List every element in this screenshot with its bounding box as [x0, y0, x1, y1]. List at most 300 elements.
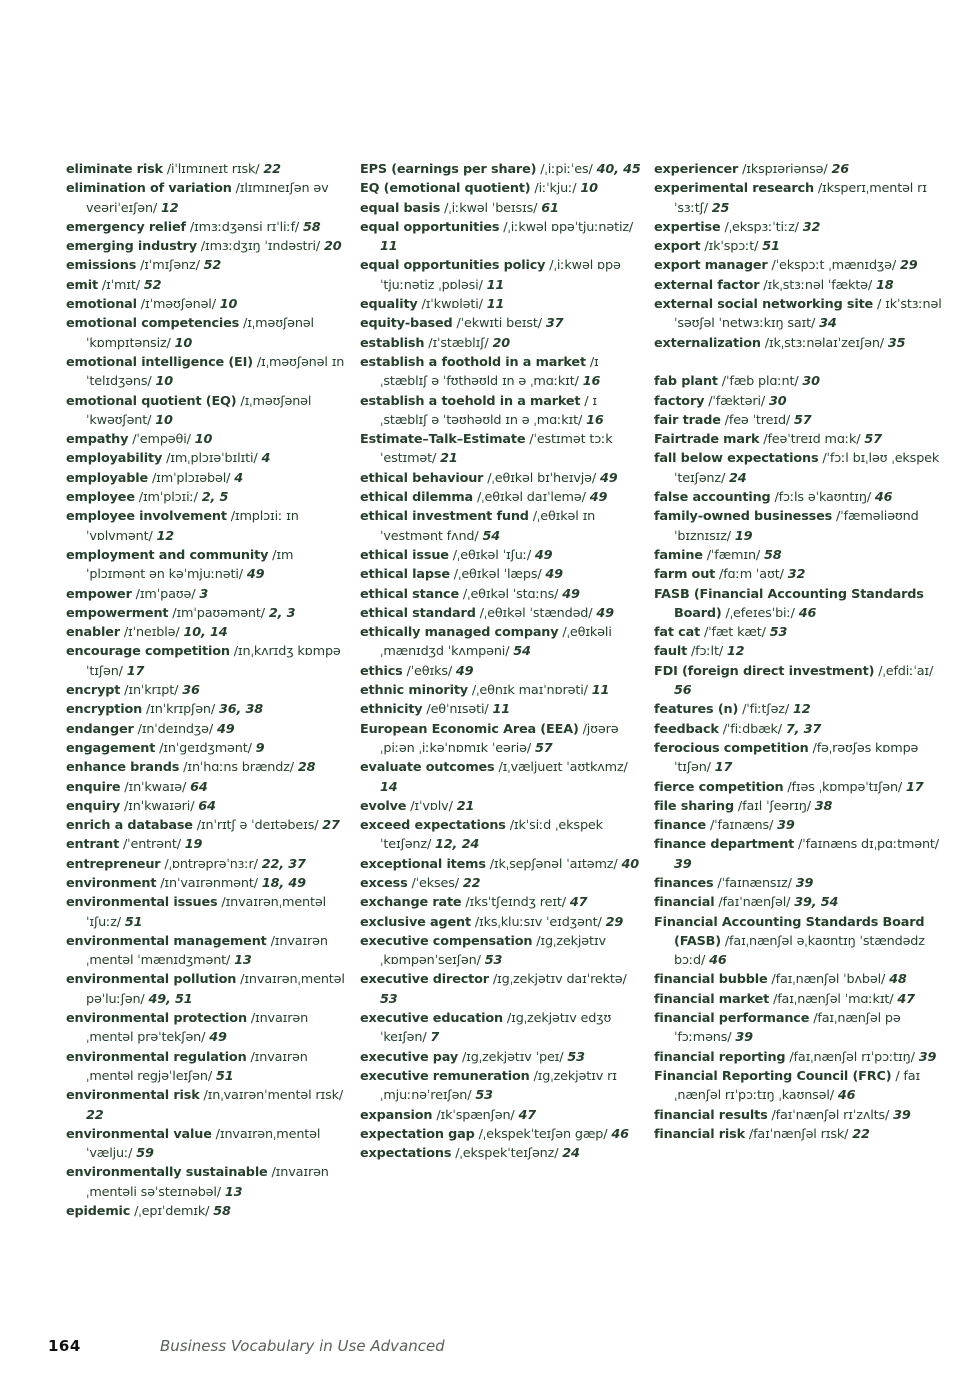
entry-phonetic: /ɪkˌstɜːnəl ˈfæktə/	[759, 277, 876, 293]
entry-phonetic: /ɪnˈkrɪpʃən/	[142, 702, 219, 718]
glossary-entry	[360, 565, 644, 584]
entry-phonetic: /ɪmˈplɔɪəbəl/	[148, 470, 235, 486]
glossary-entry	[654, 430, 944, 449]
entry-page-numbers: 57	[864, 432, 882, 448]
entry-term: expertise	[654, 219, 721, 235]
entry-term: environmental value	[66, 1126, 212, 1142]
glossary-entry	[360, 758, 644, 797]
entry-page-numbers: 53	[475, 1088, 493, 1104]
entry-term: Fairtrade mark	[654, 432, 760, 448]
entry-page-numbers: 18	[875, 277, 894, 293]
entry-term: employee involvement	[66, 509, 227, 525]
entry-term: financial market	[654, 991, 770, 1007]
entry-term: excess	[360, 875, 408, 891]
entry-phonetic: / ɪˌstæblɪʃ ə ˈtəʊhəʊld ɪn ə ˌmɑːkɪt/	[380, 393, 597, 428]
entry-term: emerging industry	[66, 239, 197, 255]
entry-term: European Economic Area (EEA)	[360, 721, 579, 737]
entry-term: fall below expectations	[654, 451, 819, 467]
entry-term: executive remuneration	[360, 1068, 530, 1084]
entry-phonetic: /ɪnˈhɑːns brændz/	[179, 760, 298, 776]
entry-phonetic: /ɪmˌplɔɪəˈbɪlɪti/	[162, 451, 262, 467]
entry-term: Estimate–Talk–Estimate	[360, 432, 526, 448]
glossary-entry	[360, 681, 644, 700]
entry-page-numbers: 20	[324, 239, 342, 255]
entry-page-numbers: 64	[198, 798, 216, 814]
entry-page-numbers: 46	[709, 953, 727, 969]
glossary-entry	[66, 256, 350, 275]
glossary-entry	[66, 353, 350, 392]
entry-phonetic: /ɪnvaɪrənˌmentəli səˈsteɪnəbəl/	[86, 1165, 329, 1200]
entry-term: environmental management	[66, 933, 267, 949]
entry-term: employee	[66, 490, 135, 506]
glossary-entry	[66, 546, 350, 585]
entry-page-numbers: 46	[874, 490, 893, 506]
entry-page-numbers: 2, 5	[201, 490, 229, 506]
glossary-entry	[360, 1048, 644, 1067]
entry-phonetic: /ˌeθɪkəl daɪˈlemə/	[473, 490, 590, 506]
entry-page-numbers: 3	[199, 586, 209, 602]
entry-page-numbers: 12, 24	[435, 837, 480, 853]
entry-phonetic: /ɪnˈgeɪdʒmənt/	[155, 740, 256, 756]
entry-term: file sharing	[654, 798, 735, 814]
entry-phonetic: /ɪksperɪˌmentəl rɪˈsɜːtʃ/	[674, 181, 927, 216]
entry-page-numbers: 22	[263, 162, 281, 177]
entry-term: ethical dilemma	[360, 490, 474, 506]
entry-phonetic: /ˈfæməliəʊnd ˈbɪznɪsɪz/	[674, 509, 919, 544]
entry-page-numbers: 10	[155, 412, 173, 428]
entry-page-numbers: 49	[455, 663, 474, 679]
glossary-entry	[654, 700, 944, 719]
glossary-entry	[66, 276, 350, 295]
glossary-entry	[66, 739, 350, 758]
entry-term: emotional competencies	[66, 316, 240, 332]
entry-page-numbers: 49	[589, 490, 608, 506]
entry-term: external factor	[654, 277, 760, 293]
entry-term: endanger	[66, 721, 134, 737]
entry-phonetic: /ɪˈmɪt/	[97, 277, 144, 293]
entry-page-numbers: 56	[674, 683, 692, 699]
glossary-entry	[360, 855, 644, 874]
entry-term: entrant	[66, 837, 120, 853]
entry-phonetic: /iːˈkjuː/	[530, 181, 581, 197]
entry-page-numbers: 58	[213, 1204, 231, 1220]
glossary-entry	[360, 913, 644, 932]
entry-term: family-owned businesses	[654, 509, 833, 525]
entry-page-numbers: 40	[621, 856, 639, 872]
glossary-entry	[654, 334, 944, 353]
entry-term: exceed expectations	[360, 818, 506, 834]
entry-page-numbers: 36	[182, 683, 200, 699]
entry-page-numbers: 13	[224, 1184, 243, 1200]
entry-phonetic: /ˈekwɪti beɪst/	[452, 316, 546, 332]
glossary-entry	[360, 604, 644, 623]
entry-page-numbers: 53	[567, 1049, 585, 1065]
entry-phonetic: /ˌiːkwəl ɒpəˈtjuːnətiz/	[499, 219, 634, 235]
entry-page-numbers: 9	[255, 740, 265, 756]
glossary-entry	[360, 179, 644, 198]
glossary-entry	[66, 1125, 350, 1164]
entry-term: establish a toehold in a market	[360, 393, 581, 409]
entry-page-numbers: 49	[599, 470, 618, 486]
entry-page-numbers: 11	[486, 297, 505, 313]
glossary-entry	[360, 160, 644, 179]
glossary-entry	[66, 295, 350, 314]
entry-term: epidemic	[66, 1204, 131, 1220]
entry-page-numbers: 24	[729, 470, 747, 486]
entry-term: environmentally sustainable	[66, 1165, 268, 1181]
entry-page-numbers: 35	[887, 335, 906, 351]
entry-term: environmental protection	[66, 1011, 247, 1027]
entry-phonetic: /ˌiːkwəl ɒpəˈtjuːnətiz ˌpɒləsi/	[380, 258, 621, 293]
entry-page-numbers: 52	[203, 258, 222, 274]
entry-page-numbers: 49	[246, 567, 265, 583]
entry-phonetic: /faɪˈnænʃəl/	[714, 895, 795, 911]
entry-phonetic: /ˌeθɪkəli ˌmænɪdʒd ˈkʌmpəni/	[380, 625, 612, 660]
glossary-entry	[66, 932, 350, 971]
entry-phonetic: /ɪmˈplɔɪmənt ən kəˈmjuːnəti/	[86, 547, 294, 583]
entry-page-numbers: 22	[86, 1107, 104, 1123]
entry-phonetic: /fəˌrəʊʃəs kɒmpəˈtɪʃən/	[674, 740, 919, 776]
entry-phonetic: /ˌiːpiːˈes/	[536, 162, 597, 177]
entry-page-numbers: 37	[545, 316, 564, 332]
glossary-entry	[66, 488, 350, 507]
entry-page-numbers: 49	[562, 586, 580, 602]
glossary-entry	[66, 797, 350, 816]
entry-term: ferocious competition	[654, 740, 809, 756]
entry-phonetic: /ɪnˈrɪtʃ ə ˈdeɪtəbeɪs/	[192, 818, 323, 834]
glossary-column-3	[654, 160, 944, 1221]
entry-phonetic: /ɪkˌsepʃənəl ˈaɪtəmz/	[485, 856, 622, 872]
entry-term: empathy	[66, 432, 129, 448]
entry-term: enabler	[66, 625, 120, 641]
entry-term: enquire	[66, 779, 121, 795]
entry-term: expectations	[360, 1146, 452, 1162]
glossary-entry	[66, 604, 350, 623]
entry-phonetic: /ɪˈstæblɪʃ/	[424, 335, 493, 351]
glossary-entry	[360, 585, 644, 604]
entry-phonetic: /ɪmˈpaʊə/	[131, 586, 200, 602]
entry-term: enquiry	[66, 798, 121, 814]
glossary-entry	[66, 160, 350, 179]
entry-term: ethnicity	[360, 702, 423, 718]
entry-term: encourage competition	[66, 644, 230, 660]
entry-term: experimental research	[654, 181, 814, 197]
glossary-entry	[66, 1163, 350, 1202]
entry-term: FASB (Financial Accounting Standards Board)	[654, 586, 924, 621]
glossary-entry	[654, 1048, 944, 1067]
entry-page-numbers: 20	[492, 335, 510, 351]
entry-term: equal basis	[360, 200, 441, 216]
glossary-entry	[654, 256, 944, 275]
entry-page-numbers: 30	[802, 374, 820, 390]
entry-page-numbers: 46	[611, 1126, 629, 1142]
entry-term: exchange rate	[360, 895, 462, 911]
entry-term: features (n)	[654, 702, 739, 718]
entry-phonetic: /ˈestɪmət tɔːk ˈestɪmət/	[380, 432, 613, 467]
glossary-entry	[66, 835, 350, 854]
glossary-entry	[654, 816, 944, 835]
entry-phonetic: /faɪˌnænʃəl ˈbʌbəl/	[767, 972, 890, 988]
glossary-entry	[654, 392, 944, 411]
entry-phonetic: /fɪəs ˌkɒmpəˈtɪʃən/	[783, 779, 907, 795]
glossary-entry	[66, 855, 350, 874]
entry-term: expectation gap	[360, 1126, 475, 1142]
entry-term: Financial Accounting Standards Board (FASB)	[654, 914, 925, 949]
entry-page-numbers: 21	[440, 451, 458, 467]
entry-phonetic: /ɪnvaɪrənˌmentəl ˈmænɪdʒmənt/	[86, 933, 328, 969]
entry-phonetic: /ɪnˈkwaɪəri/	[120, 798, 199, 814]
glossary-entry	[360, 1067, 644, 1106]
entry-phonetic: /ɪkˈspænʃən/	[432, 1107, 519, 1123]
entry-page-numbers: 10	[155, 374, 173, 390]
glossary-entry	[66, 1048, 350, 1087]
glossary-entry	[66, 700, 350, 719]
glossary-entry	[360, 256, 644, 295]
glossary-entry	[66, 507, 350, 546]
entry-term: fierce competition	[654, 779, 784, 795]
glossary-entry	[360, 430, 644, 469]
entry-page-numbers: 57	[794, 412, 812, 428]
entry-phonetic: /ɪnvaɪrənˌmentəl ˈɪʃuːz/	[86, 895, 327, 930]
entry-term: empowerment	[66, 605, 169, 621]
glossary-entry	[66, 218, 350, 237]
entry-phonetic: /ˌeθɪkəl ˈstændəd/	[475, 605, 597, 621]
entry-page-numbers: 11	[380, 239, 398, 255]
entry-phonetic: /ɪnvaɪrənˌmentəl regjəˈleɪʃən/	[86, 1049, 308, 1084]
entry-phonetic: /fɔːlt/	[687, 644, 727, 660]
entry-phonetic: /ɪmɜːdʒɪŋ ˈɪndəstri/	[196, 239, 325, 255]
entry-page-numbers: 11	[486, 277, 505, 293]
glossary-entry	[654, 546, 944, 565]
entry-page-numbers: 17	[714, 760, 733, 776]
entry-page-numbers: 27	[322, 818, 340, 834]
entry-term: ethical stance	[360, 586, 460, 602]
glossary-entry	[66, 1202, 350, 1221]
glossary-entry	[654, 739, 944, 778]
entry-phonetic: /ˌeθnɪk maɪˈnɒrəti/	[467, 683, 592, 699]
glossary-entry	[654, 1125, 944, 1144]
entry-phonetic: /ɪˈneɪblə/	[119, 625, 184, 641]
glossary-entry	[654, 218, 944, 237]
glossary-entry	[360, 700, 644, 719]
entry-term: export manager	[654, 258, 768, 274]
entry-phonetic: /ˌekspɜːˈtiːz/	[720, 219, 803, 235]
glossary-entry	[654, 295, 944, 334]
entry-page-numbers: 39	[735, 1030, 753, 1046]
glossary-entry	[360, 932, 644, 971]
entry-phonetic: /ˌeθɪkəl bɪˈheɪvjə/	[483, 470, 600, 486]
glossary-entry	[654, 507, 944, 546]
entry-phonetic: /ɪˌvæljueɪt ˈaʊtkʌmz/	[494, 760, 628, 776]
entry-term: externalization	[654, 335, 761, 351]
glossary-entry	[360, 623, 644, 662]
entry-phonetic: /faɪˌnænʃəl rɪˈpɔːtɪŋ/	[785, 1049, 919, 1065]
entry-term: fab plant	[654, 374, 718, 390]
entry-page-numbers: 39	[893, 1107, 911, 1123]
entry-term: EPS (earnings per share)	[360, 162, 537, 177]
entry-term: executive pay	[360, 1049, 459, 1065]
entry-term: emotional intelligence (EI)	[66, 354, 253, 370]
entry-term: encrypt	[66, 683, 121, 699]
entry-page-numbers: 19	[184, 837, 203, 853]
glossary-entry	[66, 816, 350, 835]
entry-page-numbers: 51	[124, 914, 143, 930]
entry-page-numbers: 29	[899, 258, 918, 274]
glossary-entry	[654, 179, 944, 218]
entry-phonetic: /faɪˌnænʃəl əˌkaʊntɪŋ ˈstændədz bɔːd/	[674, 933, 925, 969]
entry-term: emotional quotient (EQ)	[66, 393, 237, 409]
glossary-entry	[654, 449, 944, 488]
page-footer	[48, 1337, 928, 1361]
entry-term: ethics	[360, 663, 403, 679]
glossary-entry	[654, 874, 944, 893]
entry-page-numbers: 28	[297, 760, 316, 776]
glossary-entry	[360, 662, 644, 681]
glossary-entry	[654, 893, 944, 912]
entry-phonetic: /ɪkˌstɜːnəlaɪˈzeɪʃən/	[760, 335, 888, 351]
glossary-entry	[654, 276, 944, 295]
entry-term: encryption	[66, 702, 143, 718]
entry-phonetic: /ɪksˈtʃeɪndʒ reɪt/	[461, 895, 570, 911]
entry-term: financial results	[654, 1107, 768, 1123]
glossary-entry	[654, 411, 944, 430]
entry-phonetic: /ɪgˌzekjətɪv ˈpeɪ/	[458, 1049, 568, 1065]
entry-page-numbers: 21	[456, 798, 475, 814]
entry-page-numbers: 24	[562, 1146, 580, 1162]
entry-term: financial	[654, 895, 715, 911]
entry-page-numbers: 46	[837, 1088, 856, 1104]
glossary-entry	[654, 913, 944, 971]
entry-term: executive director	[360, 972, 489, 988]
glossary-entry	[66, 1086, 350, 1125]
entry-page-numbers: 10	[580, 181, 598, 197]
entry-term: exceptional items	[360, 856, 486, 872]
entry-phonetic: /ˈfæb plɑːnt/	[717, 374, 803, 390]
glossary-entry	[360, 1009, 644, 1048]
entry-page-numbers: 54	[482, 528, 500, 544]
glossary-entry	[654, 970, 944, 989]
glossary-entry	[360, 1125, 644, 1144]
entry-term: feedback	[654, 721, 719, 737]
entry-phonetic: /ɪgˌzekjətɪv edʒʊˈkeɪʃən/	[380, 1011, 612, 1046]
entry-phonetic: /iˈlɪmɪneɪt rɪsk/	[162, 162, 264, 177]
entry-term: finances	[654, 875, 714, 891]
entry-term: ethical standard	[360, 605, 476, 621]
entry-term: ethical investment fund	[360, 509, 529, 525]
entry-term: establish a foothold in a market	[360, 354, 586, 370]
glossary-entry	[360, 469, 644, 488]
entry-term: environment	[66, 875, 157, 891]
glossary-entry	[66, 179, 350, 218]
glossary-entry	[360, 334, 644, 353]
entry-term: financial bubble	[654, 972, 768, 988]
entry-term: ethical lapse	[360, 567, 450, 583]
entry-page-numbers: 16	[582, 374, 601, 390]
entry-phonetic: /faɪl ˈʃeərɪŋ/	[734, 798, 815, 814]
entry-phonetic: /ˈfæt kæt/	[700, 625, 770, 641]
entry-page-numbers: 11	[492, 702, 511, 718]
entry-phonetic: /eθˈnɪsəti/	[422, 702, 493, 718]
entry-page-numbers: 49	[545, 567, 563, 583]
entry-phonetic: /ɪnˈvaɪrənmənt/	[156, 875, 262, 891]
entry-page-numbers: 10	[194, 432, 213, 448]
entry-page-numbers: 30	[768, 393, 787, 409]
entry-page-numbers: 10, 14	[183, 625, 228, 641]
glossary-entry	[66, 430, 350, 449]
entry-page-numbers: 34	[819, 316, 837, 332]
glossary-entry	[66, 237, 350, 256]
entry-term: financial reporting	[654, 1049, 786, 1065]
entry-phonetic: /ˌeθɪkəl ˈstɑːns/	[459, 586, 563, 602]
glossary-entry	[654, 720, 944, 739]
entry-page-numbers: 32	[787, 567, 806, 583]
entry-phonetic: /ɪˌməʊʃənəl ˈkwəʊʃənt/	[86, 393, 312, 428]
entry-page-numbers: 22	[462, 875, 481, 891]
page-number: 164	[48, 1337, 81, 1355]
entry-term: export	[654, 239, 701, 255]
glossary-entry	[360, 893, 644, 912]
entry-phonetic: /ɪˈvɒlv/	[406, 798, 457, 814]
entry-page-numbers: 22	[852, 1126, 870, 1142]
entry-page-numbers: 49	[209, 1030, 227, 1046]
entry-term: factory	[654, 393, 705, 409]
entry-term: FDI (foreign direct investment)	[654, 663, 875, 679]
entry-page-numbers: 47	[569, 895, 588, 911]
entry-phonetic: /ɪˈmɪʃənz/	[136, 258, 204, 274]
entry-page-numbers: 12	[726, 644, 745, 660]
entry-term: evaluate outcomes	[360, 760, 495, 776]
glossary-entry	[66, 449, 350, 468]
entry-phonetic: /ˌeθɪkəl ɪnˈvestmənt fʌnd/	[380, 509, 596, 544]
glossary-entry	[360, 353, 644, 392]
glossary-column-1	[66, 160, 350, 1221]
entry-phonetic: /ˈeθɪks/	[402, 663, 456, 679]
entry-page-numbers: 59	[136, 1146, 154, 1162]
entry-phonetic: /ɪnˈdeɪndʒə/	[133, 721, 217, 737]
glossary-entry	[360, 1144, 644, 1163]
entry-page-numbers: 13	[234, 953, 252, 969]
entry-page-numbers: 39	[777, 818, 795, 834]
entry-term: financial performance	[654, 1011, 810, 1027]
entry-page-numbers: 10	[174, 335, 193, 351]
entry-term: equal opportunities	[360, 219, 500, 235]
entry-phonetic: /ɪmplɔɪiː ɪnˈvɒlvmənt/	[86, 509, 299, 544]
entry-phonetic: /faɪˌnænʃəl ˈmɑːkɪt/	[769, 991, 898, 1007]
entry-phonetic: /ˈempəθi/	[128, 432, 195, 448]
entry-term: emergency relief	[66, 219, 186, 235]
entry-phonetic: /feəˈtreɪd mɑːk/	[759, 432, 865, 448]
entry-page-numbers: 4	[261, 451, 271, 467]
entry-term: eliminate risk	[66, 162, 163, 177]
glossary-entry	[66, 758, 350, 777]
entry-page-numbers: 53	[484, 953, 503, 969]
glossary-entry	[654, 372, 944, 391]
entry-page-numbers: 17	[906, 779, 924, 795]
entry-phonetic: /jʊərəˌpiːən ˌiːkəˈnɒmɪk ˈeəriə/	[380, 721, 619, 756]
glossary-entry	[66, 642, 350, 681]
entry-page-numbers: 7	[430, 1030, 440, 1046]
glossary-entry	[66, 1009, 350, 1048]
entry-term: executive education	[360, 1011, 504, 1027]
entry-page-numbers: 61	[541, 200, 559, 216]
glossary-entry	[66, 681, 350, 700]
entry-term: fair trade	[654, 412, 721, 428]
entry-phonetic: /ˈfæmɪn/	[702, 547, 765, 563]
glossary-entry	[66, 623, 350, 642]
glossary-entry	[360, 488, 644, 507]
entry-phonetic: /ˈfæktəri/	[704, 393, 769, 409]
glossary-entry	[66, 778, 350, 797]
